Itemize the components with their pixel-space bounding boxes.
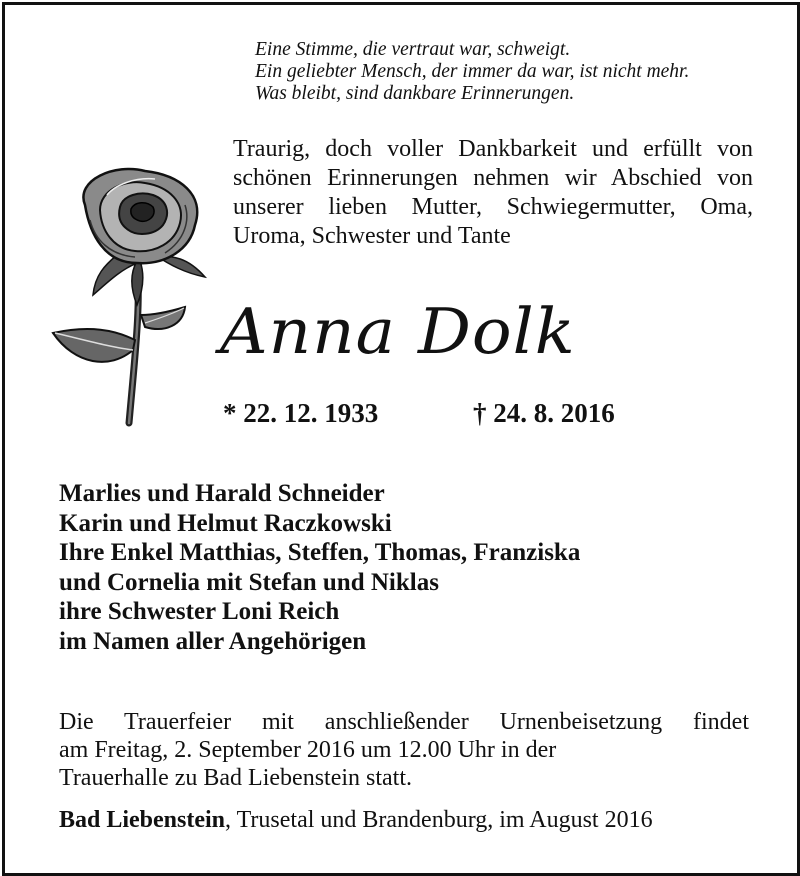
family-list [59, 479, 759, 656]
closing-line [59, 807, 759, 834]
rose-icon [45, 165, 215, 427]
obituary-frame [2, 2, 800, 876]
service-info [59, 708, 749, 792]
service-line: am Freitag, 2. September 2016 um 12.00 Uhr in der [59, 737, 557, 763]
obituary-content [5, 5, 797, 873]
intro-text: Traurig, doch voller Dankbarkeit und erfüllt von schönen Erinnerungen nehmen wir Abschied von unserer lieben Mutter, Schwiegermutter, Oma, Uroma, Schwester und Tante [233, 136, 753, 249]
family-line: im Namen aller Angehörigen [59, 627, 367, 655]
poem-line: Eine Stimme, die vertraut war, schweigt. [255, 39, 571, 60]
family-line: ihre Schwester Loni Reich [59, 598, 340, 625]
family-line: Karin und Helmut Raczkowski [59, 509, 392, 537]
poem-line: Was bleibt, sind dankbare Erinnerungen. [255, 83, 575, 104]
service-line: Trauerhalle zu Bad Liebenstein statt. [59, 765, 413, 791]
closing-place: Bad Liebenstein [59, 807, 226, 833]
closing-rest: , Trusetal und Brandenburg, im August 2016 [225, 807, 653, 833]
family-line: Marlies und Harald Schneider [59, 480, 385, 507]
death-date: † 24. 8. 2016 [473, 398, 615, 428]
poem [255, 39, 775, 105]
family-line: Ihre Enkel Matthias, Steffen, Thomas, Franziska [59, 539, 581, 566]
family-line: und Cornelia mit Stefan und Niklas [59, 568, 439, 596]
deceased-name: Anna Dolk [220, 294, 576, 369]
service-line: Die Trauerfeier mit anschließender Urnenbeisetzung findet [59, 709, 749, 735]
poem-line: Ein geliebter Mensch, der immer da war, ist nicht mehr. [255, 61, 690, 82]
birth-date: * 22. 12. 1933 [223, 398, 379, 428]
